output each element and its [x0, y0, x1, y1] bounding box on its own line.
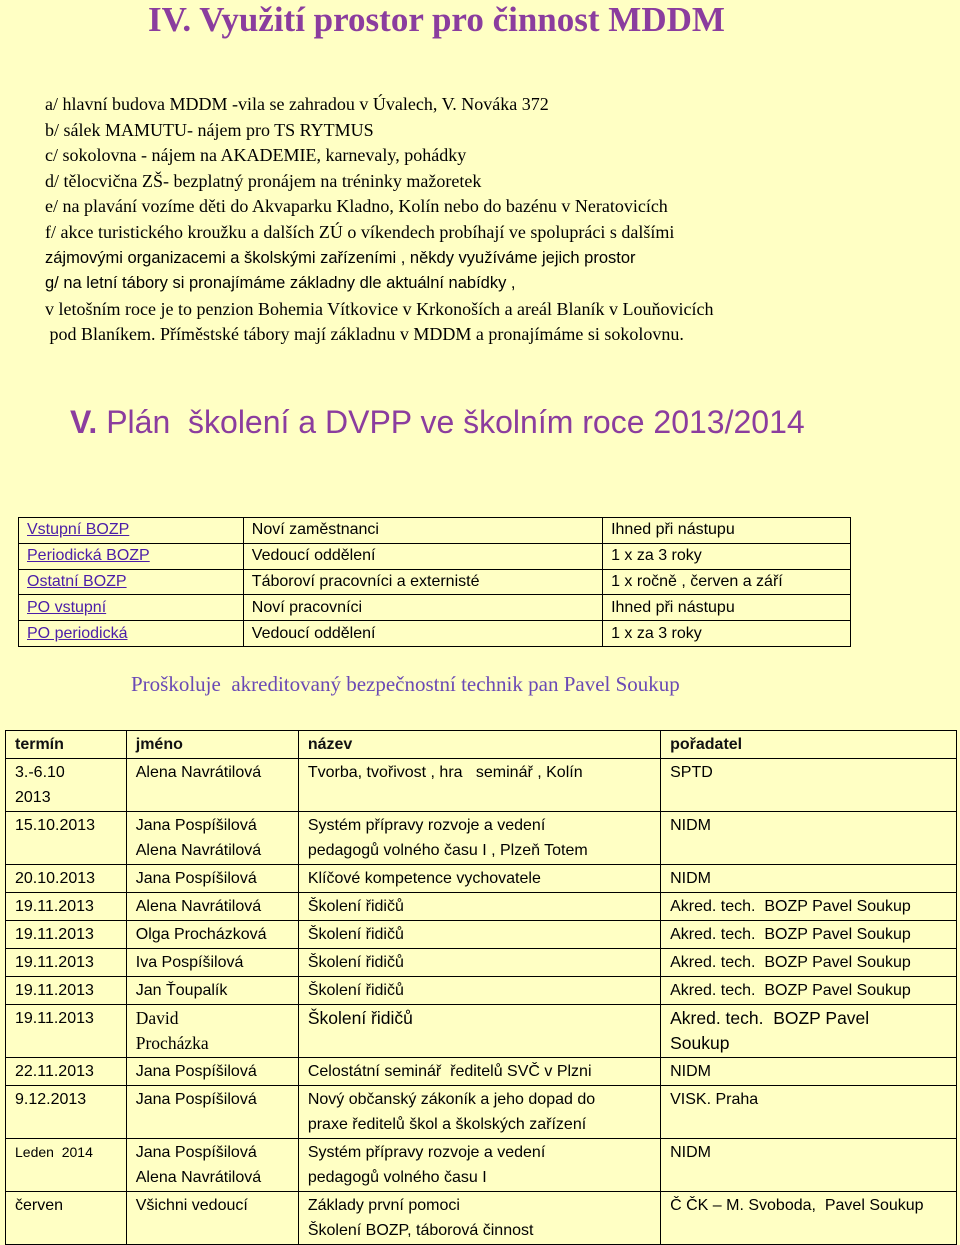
header-name: jméno	[126, 731, 298, 759]
title-cell: Klíčové kompetence vychovatele	[298, 865, 660, 893]
organizer-cell: Č ČK – M. Svoboda, Pavel Soukup	[661, 1192, 957, 1245]
section-4-title: IV. Využití prostor pro činnost MDDM	[148, 0, 725, 39]
table-row	[19, 595, 851, 621]
organizer-cell: Akred. tech. BOZP Pavel Soukup	[661, 949, 957, 977]
list-item: v letošním roce je to penzion Bohemia Vítkovice v Krkonoších a areál Blaník v Louňovicích	[45, 298, 714, 319]
name-cell: Jana Pospíšilová	[126, 1058, 298, 1086]
date-cell: 19.11.2013	[6, 949, 127, 977]
list-item: e/ na plavání vozíme děti do Akvaparku Kladno, Kolín nebo do bazénu v Neratovicích	[45, 196, 668, 217]
table-row	[6, 1086, 957, 1139]
table-row	[6, 921, 957, 949]
organizer-cell: NIDM	[661, 1139, 957, 1192]
organizer-cell: Akred. tech. BOZP Pavel Soukup	[661, 921, 957, 949]
header-date: termín	[6, 731, 127, 759]
training-type-link[interactable]: PO periodická	[19, 621, 244, 647]
target-group-cell: Noví zaměstnanci	[243, 518, 602, 544]
section-5-number: V.	[70, 404, 98, 440]
training-type-link[interactable]: Vstupní BOZP	[19, 518, 244, 544]
name-cell: Jana Pospíšilová Alena Navrátilová	[126, 1139, 298, 1192]
training-type-link[interactable]: PO vstupní	[19, 595, 244, 621]
list-item: g/ na letní tábory si pronajímáme základny dle aktuální nabídky ,	[45, 274, 516, 293]
name-cell: Alena Navrátilová	[126, 893, 298, 921]
table-row	[6, 1058, 957, 1086]
frequency-cell: 1 x ročně , červen a září	[603, 569, 851, 595]
name-cell: Jana Pospíšilová	[126, 1086, 298, 1139]
name-cell: Jan Ťoupalík	[126, 977, 298, 1005]
target-group-cell: Noví pracovníci	[243, 595, 602, 621]
table-row	[6, 893, 957, 921]
section-4-list	[45, 92, 714, 348]
title-cell: Systém přípravy rozvoje a vedení pedagogů volného času I , Plzeň Totem	[298, 812, 660, 865]
section-5-title	[70, 404, 805, 441]
title-cell: Školení řidičů	[298, 921, 660, 949]
organizer-cell: VISK. Praha	[661, 1086, 957, 1139]
date-cell: 9.12.2013	[6, 1086, 127, 1139]
table-row	[6, 1192, 957, 1245]
organizer-cell: NIDM	[661, 812, 957, 865]
date-cell: 22.11.2013	[6, 1058, 127, 1086]
name-cell: Jana Pospíšilová Alena Navrátilová	[126, 812, 298, 865]
table-row	[6, 812, 957, 865]
organizer-cell: SPTD	[661, 759, 957, 812]
trainer-note: Proškoluje akreditovaný bezpečnostní technik pan Pavel Soukup	[131, 672, 680, 696]
title-cell: Školení řidičů	[298, 977, 660, 1005]
frequency-cell: Ihned při nástupu	[603, 518, 851, 544]
title-cell: Tvorba, tvořivost , hra seminář , Kolín	[298, 759, 660, 812]
table-header-row	[6, 731, 957, 759]
table-row	[6, 1139, 957, 1192]
table-row	[6, 977, 957, 1005]
table-row	[19, 621, 851, 647]
name-cell: Alena Navrátilová	[126, 759, 298, 812]
header-title: název	[298, 731, 660, 759]
list-item: d/ tělocvična ZŠ- bezplatný pronájem na tréninky mažoretek	[45, 170, 482, 191]
title-cell: Školení řidičů	[298, 1005, 660, 1058]
table-row	[19, 518, 851, 544]
title-cell: Nový občanský zákoník a jeho dopad do praxe ředitelů škol a školských zařízení	[298, 1086, 660, 1139]
target-group-cell: Vedoucí oddělení	[243, 543, 602, 569]
title-cell: Školení řidičů	[298, 949, 660, 977]
date-cell: Leden 2014	[6, 1139, 127, 1192]
date-cell: 19.11.2013	[6, 921, 127, 949]
title-cell: Školení řidičů	[298, 893, 660, 921]
name-cell: Olga Procházková	[126, 921, 298, 949]
training-type-link[interactable]: Ostatní BOZP	[19, 569, 244, 595]
name-cell: Všichni vedoucí	[126, 1192, 298, 1245]
organizer-cell: Akred. tech. BOZP Pavel Soukup	[661, 1005, 957, 1058]
training-type-link[interactable]: Periodická BOZP	[19, 543, 244, 569]
list-item: a/ hlavní budova MDDM -vila se zahradou v Úvalech, V. Nováka 372	[45, 94, 549, 114]
organizer-cell: NIDM	[661, 865, 957, 893]
table-row	[6, 865, 957, 893]
table-row	[6, 759, 957, 812]
organizer-cell: NIDM	[661, 1058, 957, 1086]
date-cell: červen	[6, 1192, 127, 1245]
date-cell: 19.11.2013	[6, 1005, 127, 1058]
list-item: c/ sokolovna - nájem na AKADEMIE, karnevaly, pohádky	[45, 145, 467, 166]
date-cell: 3.-6.10 2013	[6, 759, 127, 812]
target-group-cell: Vedoucí oddělení	[243, 621, 602, 647]
date-cell: 19.11.2013	[6, 893, 127, 921]
frequency-cell: 1 x za 3 roky	[603, 543, 851, 569]
organizer-cell: Akred. tech. BOZP Pavel Soukup	[661, 893, 957, 921]
target-group-cell: Táboroví pracovníci a externisté	[243, 569, 602, 595]
table-row	[19, 543, 851, 569]
name-cell: David Procházka	[126, 1005, 298, 1058]
list-item: b/ sálek MAMUTU- nájem pro TS RYTMUS	[45, 119, 374, 140]
section-5-title-text: Plán školení a DVPP ve školním roce 2013/2014	[97, 404, 805, 440]
frequency-cell: 1 x za 3 roky	[603, 621, 851, 647]
name-cell: Jana Pospíšilová	[126, 865, 298, 893]
training-table	[5, 730, 957, 1245]
date-cell: 20.10.2013	[6, 865, 127, 893]
list-item: f/ akce turistického kroužku a dalších ZÚ o víkendech probíhají ve spolupráci s dalšími	[45, 221, 675, 242]
table-row	[19, 569, 851, 595]
list-item: zájmovými organizacemi a školskými zařízeními , někdy využíváme jejich prostor	[45, 248, 636, 267]
title-cell: Základy první pomoci Školení BOZP, táborová činnost	[298, 1192, 660, 1245]
header-organizer: pořadatel	[661, 731, 957, 759]
table-row	[6, 949, 957, 977]
title-cell: Celostátní seminář ředitelů SVČ v Plzni	[298, 1058, 660, 1086]
frequency-cell: Ihned při nástupu	[603, 595, 851, 621]
bozp-table	[18, 517, 851, 647]
organizer-cell: Akred. tech. BOZP Pavel Soukup	[661, 977, 957, 1005]
name-cell: Iva Pospíšilová	[126, 949, 298, 977]
title-cell: Systém přípravy rozvoje a vedení pedagogů volného času I	[298, 1139, 660, 1192]
date-cell: 19.11.2013	[6, 977, 127, 1005]
date-cell: 15.10.2013	[6, 812, 127, 865]
list-item: pod Blaníkem. Příměstské tábory mají základnu v MDDM a pronajímáme si sokolovnu.	[45, 324, 684, 345]
table-row	[6, 1005, 957, 1058]
